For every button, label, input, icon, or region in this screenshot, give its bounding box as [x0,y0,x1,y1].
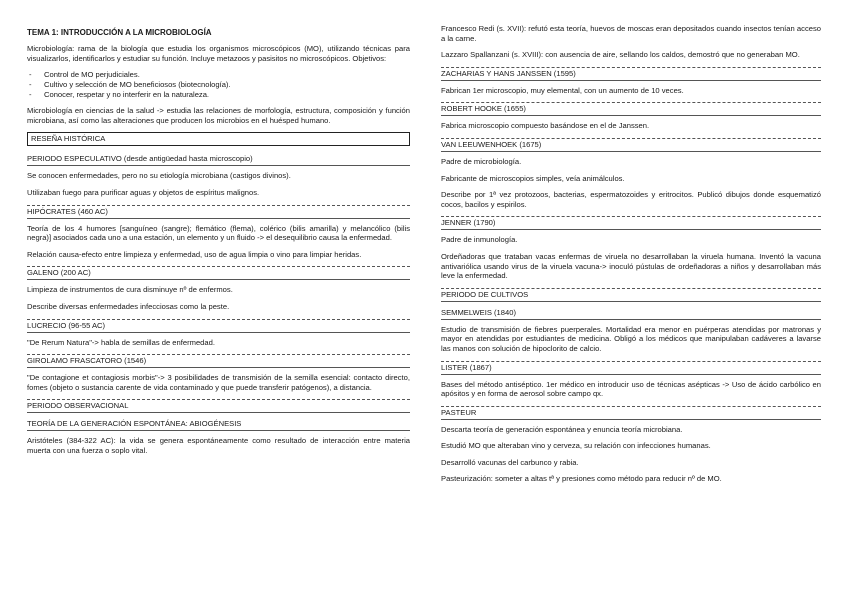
paragraph: Pasteurización: someter a altas tª y presiones como método para reducir nº de MO. [441,474,722,484]
section-heading: PERIODO OBSERVACIONAL [27,399,410,413]
section-heading: TEORÍA DE LA GENERACIÓN ESPONTÁNEA: ABIOGÉNESIS [27,418,410,431]
paragraph: Relación causa-efecto entre limpieza y enfermedad, uso de agua limpia o vino para limpiar heridas. [27,249,362,259]
paragraph: Francesco Redi (s. XVII): refutó esta teoría, huevos de moscas eran depositados cuando insectos tenían acceso a la carne. [441,24,821,43]
paragraph: "De Rerum Natura"-> habla de semillas de enfermedad. [27,337,215,347]
list-item: - Control de MO perjudiciales. [27,70,410,80]
paragraph: Estudió MO que alteraban vino y cerveza, su relación con infecciones humanas. [441,441,711,451]
section-heading: HIPÓCRATES (460 AC) [27,205,410,219]
section-heading: GIROLAMO FRASCATORO (1546) [27,354,410,368]
paragraph: Aristóteles (384-322 AC): la vida se genera espontáneamente como resultado de interacción entre materia muerta con una fuerza o soplo vital. [27,436,410,455]
paragraph: Fabricante de microscopios simples, veía animálculos. [441,173,625,183]
paragraph: Bases del método antiséptico. 1er médico en introducir uso de técnicas asépticas -> Uso de ácido carbólico en apósitos y en forma de aerosol sobre campo qx. [441,379,821,399]
paragraph: Limpieza de instrumentos de cura disminuye nº de enfermos. [27,285,233,295]
paragraph: Se conocen enfermedades, pero no su etiología microbiana (castigos divinos). [27,171,291,181]
section-heading: PERIODO ESPECULATIVO (desde antigüedad hasta microscopio) [27,153,410,166]
section-heading: PASTEUR [441,406,821,420]
paragraph: Describe por 1ª vez protozoos, bacterias, espermatozoides y eritrocitos. Publicó dibujos donde esquematizó cocos, bacilos y espirilos. [441,190,821,209]
paragraph: Desarrolló vacunas del carbunco y rabia. [441,457,579,467]
paragraph: Fabrica microscopio compuesto basándose en el de Janssen. [441,121,650,131]
list-item: - Cultivo y selección de MO beneficiosos (biotecnología). [27,80,410,90]
objectives-list [27,70,410,100]
left-column [27,24,410,463]
section-heading: VAN LEEUWENHOEK (1675) [441,138,821,152]
section-heading: JENNER (1790) [441,216,821,230]
section-heading: ROBERT HOOKE (1655) [441,102,821,116]
paragraph: Utilizaban fuego para purificar aguas y objetos de espíritus malignos. [27,187,260,197]
paragraph: Describe diversas enfermedades infecciosas como la peste. [27,301,230,311]
paragraph: Padre de inmunología. [441,235,518,245]
paragraph: Padre de microbiología. [441,156,522,166]
paragraph: Estudio de transmisión de fiebres puerperales. Mortalidad era menor en puérperas atendidas por matronas y mayor en atendidas por estudiantes de medicina. Obligó a los médicos que manipulaban cadáveres a lavarse las manos con solución de hipoclorito de calcio. [441,324,821,353]
paragraph: Descarta teoría de generación espontánea y enuncia teoría microbiana. [441,424,683,434]
list-item: - Conocer, respetar y no interferir en la naturaleza. [27,90,410,100]
section-heading: SEMMELWEIS (1840) [441,307,821,320]
section-heading: ZACHARIAS Y HANS JANSSEN (1595) [441,67,821,81]
history-box-heading: RESEÑA HISTÓRICA [27,132,410,146]
section-heading: PERIODO DE CULTIVOS [441,288,821,302]
paragraph: Fabrican 1er microscopio, muy elemental, con un aumento de 10 veces. [441,85,684,95]
section-heading: LISTER (1867) [441,361,821,375]
health-paragraph: Microbiología en ciencias de la salud -> estudia las relaciones de morfología, estructura, composición y función microbiana, así como las alteraciones que producen los microbios en el huésped humano. [27,106,410,125]
intro-paragraph: Microbiología: rama de la biología que estudia los organismos microscópicos (MO), utilizando técnicas para visualizarlos, identificarlos y estudiar su función. Incluye metazoos y pasisitos no microscópicos. Objetivos: [27,44,410,63]
paragraph: "De contagione et contagiosis morbis"-> 3 posibilidades de transmisión de la semilla esencial: contacto directo, fomes (objeto o sustancia carente de vida contaminado y que puede transferir patógenos), a distancia. [27,373,410,392]
document-title: TEMA 1: INTRODUCCIÓN A LA MICROBIOLOGÍA [27,28,212,37]
section-heading: GALENO (200 AC) [27,266,410,280]
paragraph: Teoría de los 4 humores [sanguíneo (sangre); flemático (flema), colérico (bilis amarilla) y melancólico (bilis negra)] asociados cada uno a una estación, un elemento y un fluido -> el desequilibrio causa la enfermedad. [27,223,410,243]
paragraph: Ordeñadoras que trataban vacas enfermas de viruela no desarrollaban la viruela humana. Inventó la vacuna antivariólica usando virus de la viruela vacuna-> inoculó pústulas de ordeñadoras a niños y desarrollaban más leve la enfermedad. [441,251,821,281]
right-column [441,24,821,491]
paragraph: Lazzaro Spallanzani (s. XVIII): con ausencia de aire, sellando los caldos, demostró que no generaban MO. [441,50,800,60]
section-heading: LUCRECIO (96-55 AC) [27,319,410,333]
